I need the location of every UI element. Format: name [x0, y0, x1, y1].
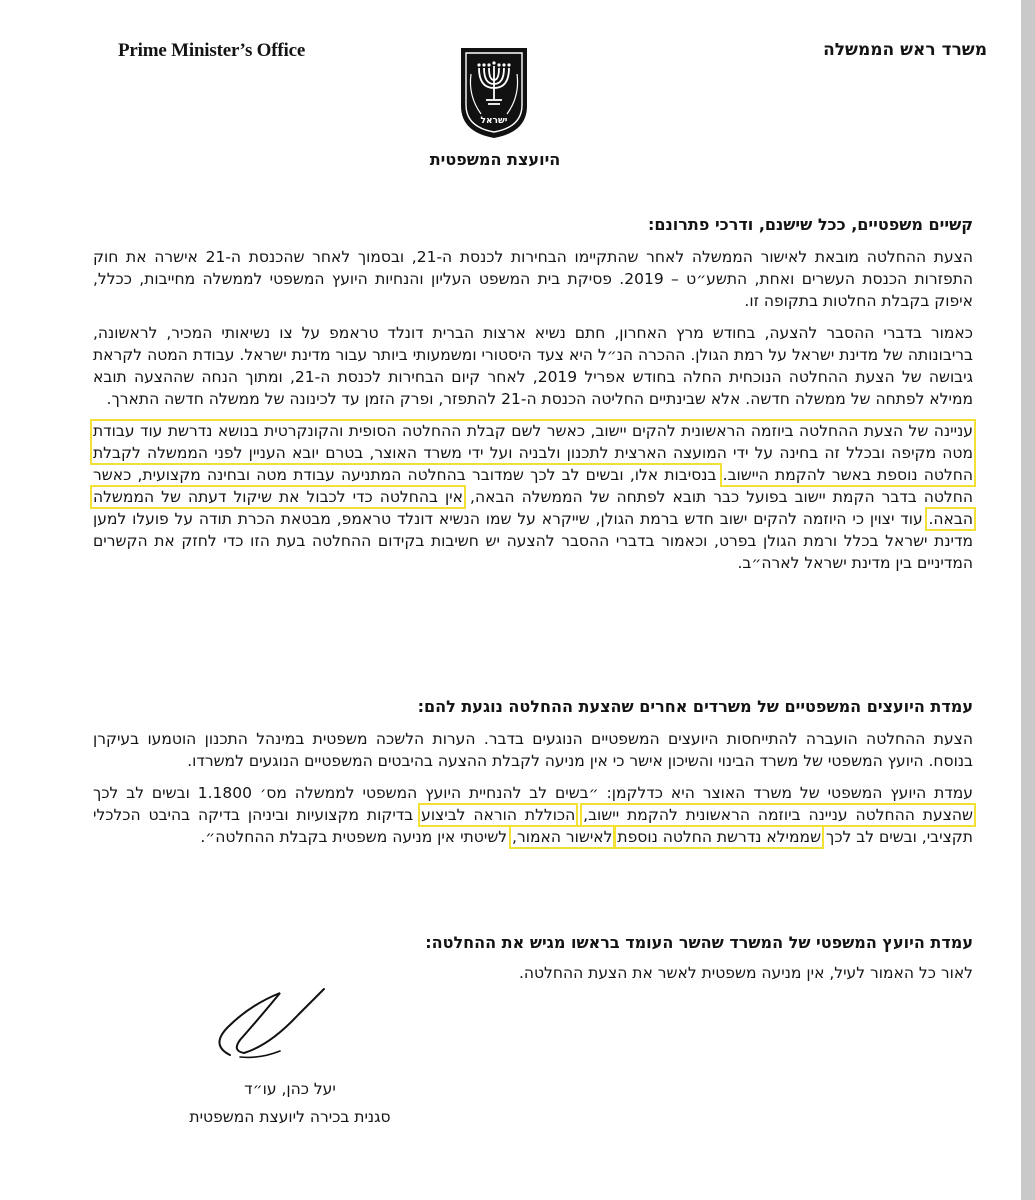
- section-submitting-ministry-advisor: [93, 932, 973, 984]
- section-heading: קשיים משפטיים, ככל שישנם, ודרכי פתרונם:: [648, 215, 973, 234]
- section-other-legal-advisors: [93, 696, 973, 848]
- paragraph-text: עוד יצוין כי היוזמה להקים ישוב חדש ברמת הגולן, שייקרא על שמו הנשיא דונלד טראמפ, מבטאת הכרת תודה על פועלו למען מדינת ישראל בכלל ורמת הגולן בפרט, וכאמור בדברי ההסבר להצעה יש חשיבות בקידום ההחלטה בעת הזו כדי לחזק את הקשרים המדיניים בין מדינת ישראל לארה״ב.: [93, 510, 973, 572]
- department-title: היועצת המשפטית: [429, 150, 561, 169]
- paragraph-text: [575, 806, 583, 824]
- highlighted-text: אין בהחלטה כדי לכבול את שיקול דעתה של הממשלה הבאה.: [93, 488, 973, 528]
- handwritten-signature: [200, 985, 360, 1065]
- signatory-title: סגנית בכירה ליועצת המשפטית: [189, 1108, 391, 1126]
- paragraph: [93, 782, 973, 848]
- highlighted-text: הכוללת הוראה לביצוע: [421, 806, 576, 824]
- paragraph-text: עמדת היועץ המשפטי של משרד האוצר היא כדלקמן: ״בשים לב להנחיית היועץ המשפטי לממשלה מס׳ 1.1800 ובשים לב לכך: [93, 784, 973, 802]
- paragraph: הצעת ההחלטה הועברה להתייחסות היועצים המשפטיים הנוגעים בדבר. הערות הלשכה משפטית במינהל התכנון הוטמעו בעיקרן בנוסח. היועץ המשפטי של משרד הבינוי והשיכון אישר כי אין מניעה לקבלת ההצעה בהיבטים המשפטיים הנוגעים למשרדו.: [93, 730, 973, 770]
- paragraph: כאמור בדברי ההסבר להצעה, בחודש מרץ האחרון, חתם נשיא ארצות הברית דונלד טראמפ על צו נשיאותי המכיר, לראשונה, בריבונותה של מדינת ישראל על רמת הגולן. ההכרה הנ״ל היא צעד היסטורי ומשמעותי ביותר עבור מדינת ישראל. עבודת המטה לקראת גיבושה של הצעת ההחלטה הנוכחית החלה בחודש אפריל 2019, לאחר קיום הבחירות לכנסת ה-21, ומתוך הנחה שההצעה תובא ממילא לפתחה של ממשלה חדשה. אלא שבינתיים החליטה הכנסת ה-21 להתפזר, ופרק הזמן עד לכינונה של ממשלה חדשה התארך.: [93, 324, 973, 408]
- paragraph-text: לשיטתי אין מניעה משפטית בקבלת ההחלטה״.: [200, 828, 513, 846]
- highlighted-text: עניינה של הצעת ההחלטה ביוזמה הראשונית להקים יישוב, כאשר לשם קבלת ההחלטה הסופית והקונקרטית בנושא נדרשת עוד עבודת מטה מקיפה ובכלל זה בחינה על ידי המועצה הארצית לתכנון ולבניה ועל ידי משרד האוצר, בטרם יובא העניין לפני הממשלה לקבלת החלטה נוספת באשר להקמת היישוב.: [93, 422, 974, 484]
- section-heading: עמדת היועץ המשפטי של המשרד שהשר העומד בראשו מגיש את ההחלטה:: [425, 933, 973, 952]
- highlighted-text: שהצעת ההחלטה עניינה ביוזמה הראשונית להקמת יישוב,: [583, 806, 973, 824]
- paragraph-text: בנסיבות אלו, ובשים לב לכך שמדובר בהחלטה המתניעה עבודת מטה ובחינה מקצועית, כאשר החלטה בדבר הקמת יישוב בפועל כבר תובא לפתחה של הממשלה הבאה,: [93, 466, 973, 506]
- hebrew-office-title: משרד ראש הממשלה: [823, 40, 987, 60]
- emblem-text: ישראל: [480, 116, 508, 126]
- paragraph: [93, 420, 973, 574]
- signatory-name: יעל כהן, עו״ד: [244, 1080, 336, 1098]
- state-emblem-icon: [457, 44, 531, 140]
- english-office-title: Prime Minister’s Office: [118, 40, 306, 61]
- paragraph-text: בדיקות מקצועיות וביניהן בדיקה בהיבט הכלכלי תקציבי, ובשים לב לכך: [93, 806, 973, 846]
- paragraph: הצעת ההחלטה מובאת לאישור הממשלה לאחר שהתקיימו הבחירות לכנסת ה-21, ובסמוך לאחר שהכנסת ה-21 אישרה את חוק התפזרות הכנסת העשרים ואחת, התשע״ט – 2019. פסיקת בית המשפט העליון והנחיות היועץ המשפטי לממשלה מחייבות, ככלל, איפוק בקבלת החלטות בתקופה זו.: [93, 248, 974, 310]
- highlighted-text: לאישור האמור,: [512, 828, 613, 846]
- section-legal-difficulties: [93, 214, 973, 574]
- paragraph: לאור כל האמור לעיל, אין מניעה משפטית לאשר את הצעת ההחלטה.: [518, 964, 973, 982]
- section-heading: עמדת היועצים המשפטיים של משרדים אחרים שהצעת ההחלטה נוגעת להם:: [417, 697, 973, 716]
- highlighted-text: שממילא נדרשת החלטה נוספת: [617, 828, 822, 846]
